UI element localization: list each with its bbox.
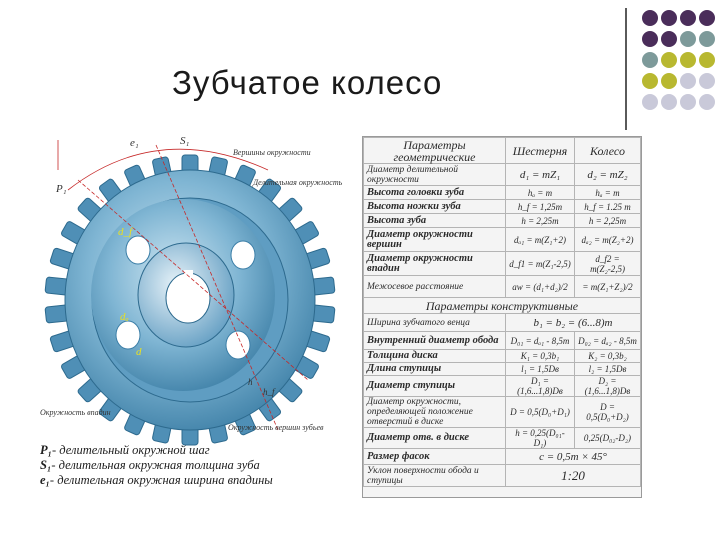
table-row: Диаметр делительной окружности d₁ = mZ₁ d₂ = mZ₂ xyxy=(364,164,641,186)
label-vertex-circle: Вершины окружности xyxy=(233,148,311,157)
table-row: Ширина зубчатого венца b₁ = b₂ = (6...8)m xyxy=(364,314,641,332)
table-row: Размер фасок c = 0,5m × 45° xyxy=(364,449,641,465)
legend-item: e₁- делительная окружная ширина впадины xyxy=(40,473,273,487)
decor-dot xyxy=(642,52,658,68)
decor-dot xyxy=(699,31,715,47)
label-df: d_f xyxy=(118,226,133,238)
decor-dot xyxy=(680,94,696,110)
label-hf: h_f xyxy=(263,387,275,397)
table-row: Внутренний диаметр обода D₀₁ = dₐ₁ - 8,5m D₀₂ = dₐ₂ - 8,5m xyxy=(364,332,641,350)
header-parameters: Параметры геометрические xyxy=(364,138,506,164)
table-row: Диаметр отв. в диске h = 0,25(D₀₁-D₁) 0,25(D₀₂-D₂) xyxy=(364,428,641,449)
decor-dot xyxy=(699,10,715,26)
header-wheel: Колесо xyxy=(575,138,641,164)
decor-dot xyxy=(699,73,715,89)
decor-dot xyxy=(661,10,677,26)
decor-dot xyxy=(642,10,658,26)
table-row: Высота зуба h = 2,25m h = 2,25m xyxy=(364,214,641,228)
label-p: P₁ xyxy=(56,183,67,195)
decor-dot xyxy=(642,73,658,89)
table-row: Уклон поверхности обода и ступицы 1:20 xyxy=(364,465,641,487)
table-row: Толщина диска K₁ = 0,3b₁ K₂ = 0,3b₂ xyxy=(364,350,641,363)
label-s: S₁ xyxy=(180,135,190,147)
label-da: dₐ xyxy=(120,311,129,323)
label-tip-circle: Окружность вершин зубьев xyxy=(228,423,324,432)
label-ha: h xyxy=(248,377,253,387)
header-pinion: Шестерня xyxy=(506,138,575,164)
table-row: Высота ножки зуба h_f = 1,25m h_f = 1.25 m xyxy=(364,200,641,214)
decor-dot xyxy=(680,52,696,68)
table-row: Диаметр окружности впадин d_f1 = m(Z₁-2,5) d_f2 = m(Z₂-2,5) xyxy=(364,252,641,276)
table-section-row xyxy=(364,298,641,314)
table-header-row xyxy=(364,138,641,164)
decor-dot xyxy=(661,31,677,47)
decor-vertical-line xyxy=(625,8,627,130)
label-d: d xyxy=(136,346,142,358)
table-row: Диаметр окружности вершин dₐ₁ = m(Z₁+2) dₐ₂ = m(Z₂+2) xyxy=(364,228,641,252)
legend-item: P₁- делительный окружной шаг xyxy=(40,443,210,457)
label-root-circle: Окружность впадин xyxy=(40,408,111,417)
legend-item: S₁- делительная окружная толщина зуба xyxy=(40,458,260,472)
decor-dot xyxy=(661,94,677,110)
symbol-legend xyxy=(40,443,273,488)
parameters-table xyxy=(362,136,642,498)
label-e: e₁ xyxy=(130,137,139,149)
table-row: Высота головки зуба hₐ = m hₐ = m xyxy=(364,186,641,200)
section-constructive: Параметры конструктивные xyxy=(364,298,641,314)
decor-dot xyxy=(680,31,696,47)
decor-dot xyxy=(661,73,677,89)
table-row: Межосевое расстояние aw = (d₁+d₂)/2 = m(Z₁+Z₂)/2 xyxy=(364,276,641,298)
decor-dot xyxy=(699,52,715,68)
table-row: Длина ступицы l₁ = 1,5Dв l₂ = 1,5Dв xyxy=(364,363,641,376)
decor-dot xyxy=(642,94,658,110)
table-row: Диаметр окружности, определяющей положение отверстий в диске D = 0,5(D₀+D₁) D = 0,5(D₀+D₂) xyxy=(364,397,641,428)
gear-illustration xyxy=(38,130,343,450)
label-pitch-circle: Делительная окружность xyxy=(253,178,343,187)
page-title: Зубчатое колесо xyxy=(172,64,443,101)
decor-dot xyxy=(680,73,696,89)
decor-dot-grid xyxy=(640,8,720,118)
table-row: Диаметр ступицы D₁ = (1,6...1,8)Dв D₂ = (1,6...1,8)Dв xyxy=(364,376,641,397)
decor-dot xyxy=(642,31,658,47)
decor-dot xyxy=(699,94,715,110)
decor-dot xyxy=(680,10,696,26)
decor-dot xyxy=(661,52,677,68)
